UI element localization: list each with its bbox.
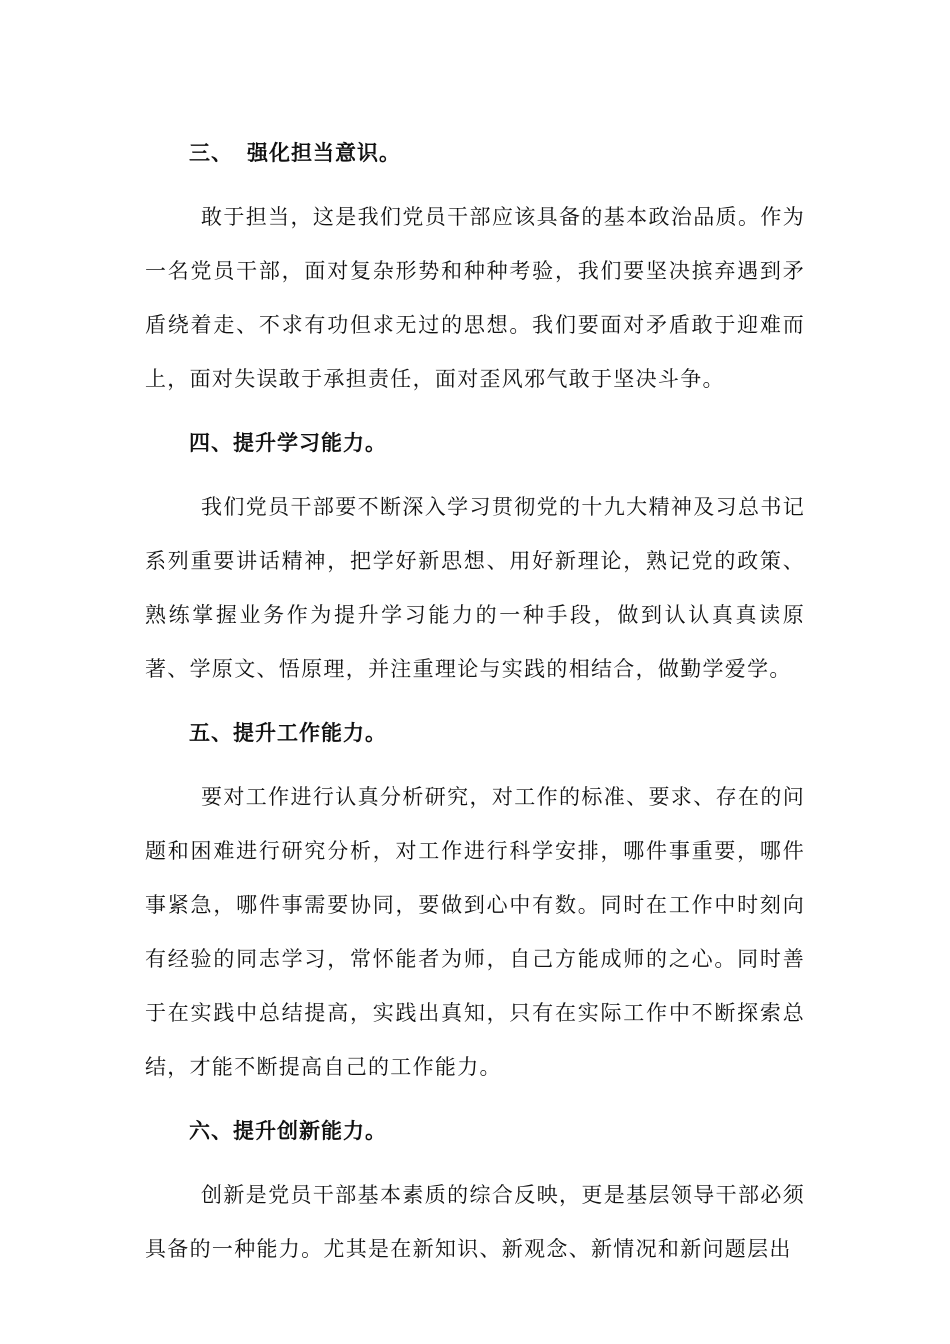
section-number: 四、 [189,431,233,455]
section-heading-4 [145,416,805,470]
section-number: 三、 [189,141,233,165]
section-heading-5 [145,706,805,760]
section-title: 提升学习能力。 [233,431,387,455]
section-title: 提升创新能力。 [233,1119,387,1143]
section-heading-3 [145,126,805,180]
section-paragraph-4: 我们党员干部要不断深入学习贯彻党的十九大精神及习总书记系列重要讲话精神，把学好新思想、用好新理论，熟记党的政策、熟练掌握业务作为提升学习能力的一种手段，做到认认真真读原著、学原文、悟原理，并注重理论与实践的相结合，做勤学爱学。 [145,495,805,681]
document-body [145,126,805,1286]
section-number: 五、 [189,721,233,745]
section-title: 提升工作能力。 [233,721,387,745]
section-paragraph-6: 创新是党员干部基本素质的综合反映，更是基层领导干部必须具备的一种能力。尤其是在新知识、新观念、新情况和新问题层出 [145,1183,805,1261]
section-title: 强化担当意识。 [247,141,401,165]
section-paragraph-3: 敢于担当，这是我们党员干部应该具备的基本政治品质。作为一名党员干部，面对复杂形势和种种考验，我们要坚决摈弃遇到矛盾绕着走、不求有功但求无过的思想。我们要面对矛盾敢于迎难而上，面对失误敢于承担责任，面对歪风邪气敢于坚决斗争。 [145,205,805,391]
section-heading-6 [145,1104,805,1158]
section-number: 六、 [189,1119,233,1143]
section-paragraph-5: 要对工作进行认真分析研究，对工作的标准、要求、存在的问题和困难进行研究分析，对工作进行科学安排，哪件事重要，哪件事紧急，哪件事需要协同，要做到心中有数。同时在工作中时刻向有经验的同志学习，常怀能者为师，自己方能成师的之心。同时善于在实践中总结提高，实践出真知，只有在实际工作中不断探索总结，才能不断提高自己的工作能力。 [145,785,805,1079]
